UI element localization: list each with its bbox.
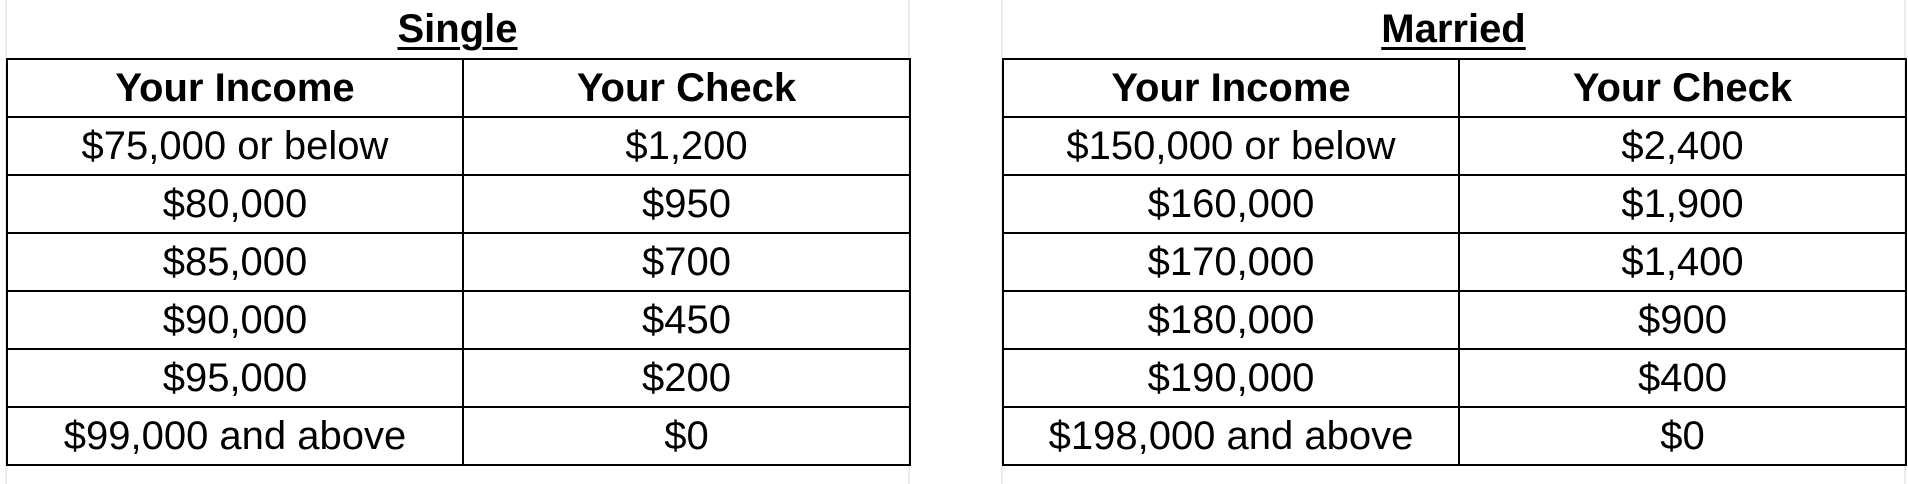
married-table xyxy=(1002,58,1907,466)
table-row xyxy=(7,349,910,407)
check-cell: $1,900 xyxy=(1459,175,1906,233)
check-cell: $1,400 xyxy=(1459,233,1906,291)
column-header-income: Your Income xyxy=(1003,59,1459,117)
table-row xyxy=(7,407,910,465)
check-cell: $900 xyxy=(1459,291,1906,349)
income-cell: $198,000 and above xyxy=(1003,407,1459,465)
income-cell: $85,000 xyxy=(7,233,463,291)
single-table xyxy=(6,58,911,466)
income-cell: $99,000 and above xyxy=(7,407,463,465)
income-cell: $80,000 xyxy=(7,175,463,233)
check-cell: $2,400 xyxy=(1459,117,1906,175)
income-cell: $95,000 xyxy=(7,349,463,407)
table-row xyxy=(7,233,910,291)
income-cell: $180,000 xyxy=(1003,291,1459,349)
check-cell: $400 xyxy=(1459,349,1906,407)
check-cell: $450 xyxy=(463,291,910,349)
column-header-check: Your Check xyxy=(463,59,910,117)
check-cell: $0 xyxy=(463,407,910,465)
table-header-row xyxy=(1003,59,1906,117)
single-table-block xyxy=(6,0,909,466)
column-header-income: Your Income xyxy=(7,59,463,117)
table-row xyxy=(7,291,910,349)
income-cell: $160,000 xyxy=(1003,175,1459,233)
table-row xyxy=(1003,291,1906,349)
table-header-row xyxy=(7,59,910,117)
check-cell: $1,200 xyxy=(463,117,910,175)
single-title: Single xyxy=(397,7,518,51)
income-cell: $90,000 xyxy=(7,291,463,349)
check-cell: $950 xyxy=(463,175,910,233)
married-table-block xyxy=(1002,0,1905,466)
income-cell: $150,000 or below xyxy=(1003,117,1459,175)
table-row xyxy=(1003,349,1906,407)
income-cell: $170,000 xyxy=(1003,233,1459,291)
table-row xyxy=(1003,117,1906,175)
table-row xyxy=(7,175,910,233)
table-row xyxy=(1003,233,1906,291)
check-cell: $0 xyxy=(1459,407,1906,465)
table-row xyxy=(1003,407,1906,465)
table-row xyxy=(1003,175,1906,233)
income-cell: $75,000 or below xyxy=(7,117,463,175)
column-header-check: Your Check xyxy=(1459,59,1906,117)
table-row xyxy=(7,117,910,175)
check-cell: $200 xyxy=(463,349,910,407)
married-title: Married xyxy=(1381,7,1526,51)
income-cell: $190,000 xyxy=(1003,349,1459,407)
check-cell: $700 xyxy=(463,233,910,291)
